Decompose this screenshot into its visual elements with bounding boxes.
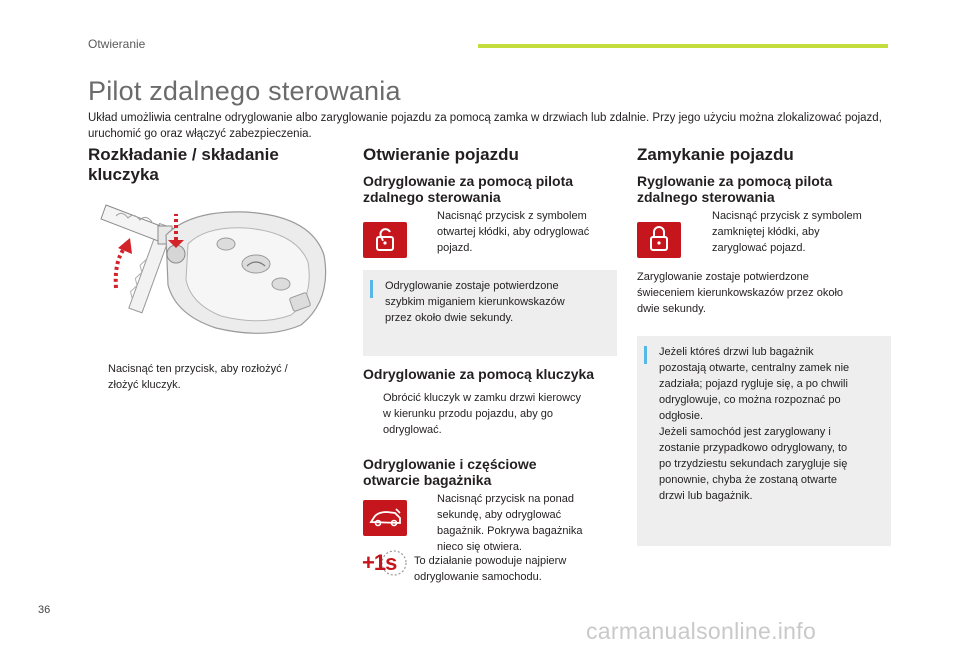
remote-unlock-title: Odryglowanie za pomocą pilota zdalnego sterowania [363, 173, 574, 205]
key-fob-illustration [96, 200, 336, 340]
remote-unlock-instruction: Nacisnąć przycisk z symbolem otwartej kłódki, aby odryglować pojazd. [437, 210, 590, 254]
lock-warning-note: Jeżeli któreś drzwi lub bagażnik pozostają otwarte, centralny zamek nie zadziała; pojazd rygluje się, a po chwili odryglowuje, co można rozpoznać po odgłosie. Jeżeli samochód jest zaryglowany i zostanie przypadkowo odryglowany, to po trzydziestu sekundach zarygluje się ponownie, chyba że zostaną otwarte drzwi lub bagażnik. [637, 336, 891, 546]
trunk-unlock-title: Odryglowanie i częściowe otwarcie bagażnika [363, 456, 537, 488]
col1-bullet: Nacisnąć ten przycisk, aby rozłożyć / złożyć kluczyk. [108, 363, 288, 391]
lock-button-icon [637, 222, 681, 258]
plus-1s-timer-icon: +1s [362, 548, 408, 578]
trunk-button-icon [363, 500, 407, 536]
key-unlock-title: Odryglowanie za pomocą kluczyka [363, 366, 595, 382]
lock-confirm-text: Zaryglowanie zostaje potwierdzone świeceniem kierunkowskazów przez około dwie sekundy. [637, 271, 844, 315]
col3-heading: Zamykanie pojazdu [637, 145, 794, 164]
info-bar [644, 346, 647, 364]
unlock-button-icon [363, 222, 407, 258]
col1-heading: Rozkładanie / składanie kluczyka [88, 145, 279, 184]
info-bar [370, 280, 373, 298]
page-title: Pilot zdalnego sterowania [88, 76, 401, 106]
remote-lock-instruction: Nacisnąć przycisk z symbolem zamkniętej kłódki, aby zaryglować pojazd. [712, 210, 862, 254]
remote-lock-title: Ryglowanie za pomocą pilota zdalnego sterowania [637, 173, 833, 205]
trunk-unlock-instruction: Nacisnąć przycisk na ponad sekundę, aby odryglować bagażnik. Pokrywa bagażnika nieco się otwiera. [437, 493, 583, 553]
col2-heading: Otwieranie pojazdu [363, 145, 519, 164]
intro-text: Układ umożliwia centralne odryglowanie albo zaryglowanie pojazdu za pomocą zamka w drzwiach lub zdalnie. Przy jego użyciu można zlokalizować pojazd, uruchomić go oraz włączyć zabezpieczenia. [88, 112, 882, 140]
trunk-after-note: To działanie powoduje najpierw odryglowanie samochodu. [414, 555, 567, 583]
watermark: carmanualsonline.info [586, 618, 817, 644]
unlock-confirm-note: Odryglowanie zostaje potwierdzone szybkim miganiem kierunkowskazów przez około dwie sekundy. [363, 270, 617, 356]
key-unlock-instruction: Obrócić kluczyk w zamku drzwi kierowcy w kierunku przodu pojazdu, aby go odryglować. [383, 392, 582, 436]
page-number: 36 [38, 604, 51, 616]
section-label: Otwieranie [88, 37, 146, 51]
header-accent-bar [478, 44, 888, 48]
